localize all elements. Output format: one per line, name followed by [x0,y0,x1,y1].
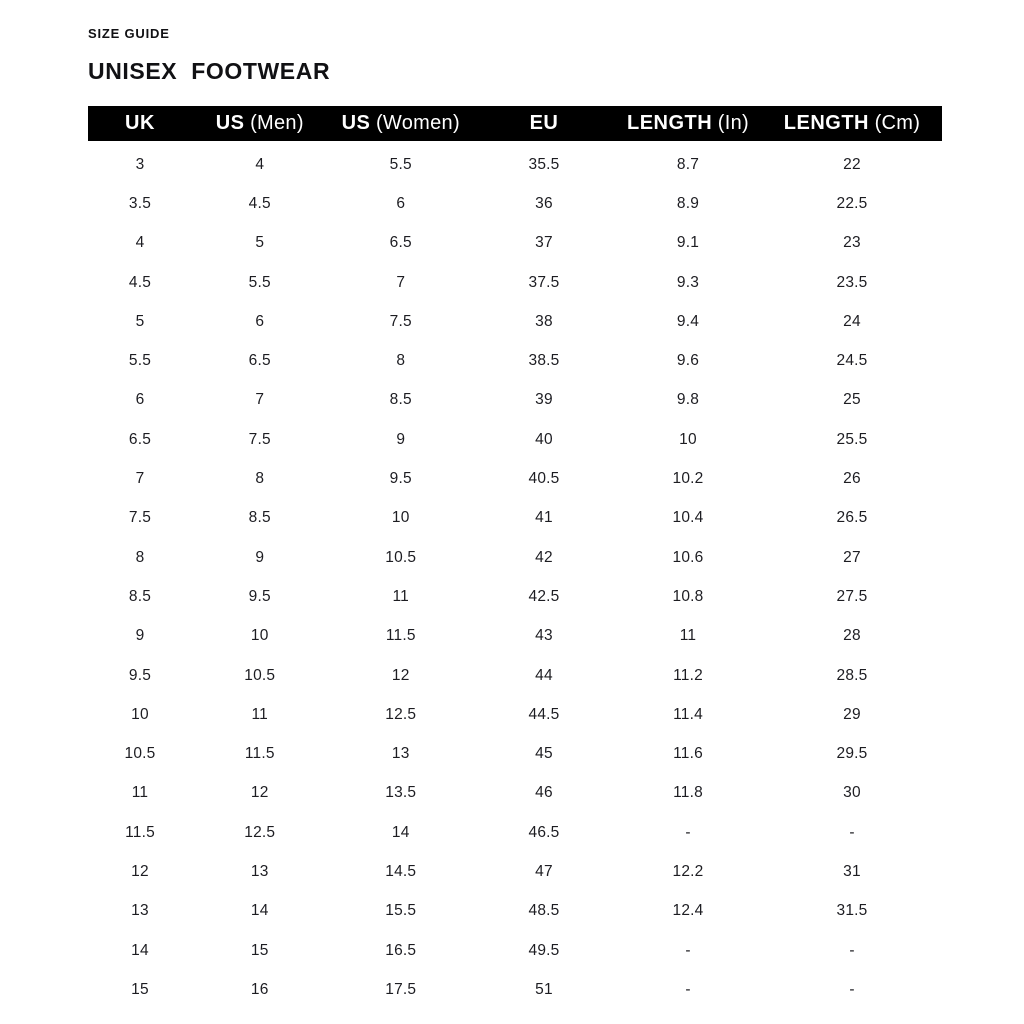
table-row [88,774,942,813]
table-cell: 8.9 [676,194,700,212]
table-cell: 5.5 [389,155,412,173]
table-cell: 9 [255,548,265,566]
table-row [88,341,942,380]
table-row [88,734,942,773]
table-cell: 37.5 [528,273,560,291]
column-header-uk [88,106,192,141]
table-cell: 14 [250,902,269,920]
table-cell: 8.7 [676,155,700,173]
table-cell: 6.5 [248,352,271,370]
table-cell: 11.5 [125,823,155,841]
column-header-label: US [341,112,371,134]
table-cell: 36 [535,194,553,212]
table-cell: 12 [391,666,410,684]
table-cell: 12.2 [672,862,704,880]
table-row [88,224,942,263]
table-cell: 24 [843,312,861,330]
table-cell: 5.5 [248,273,271,291]
table-cell: 11.2 [673,666,703,684]
table-cell: 25.5 [836,430,868,448]
table-cell: 8 [396,352,406,370]
table-cell: 8.5 [248,509,271,527]
table-header [88,106,942,141]
table-cell: 7.5 [248,430,271,448]
table-cell: 29.5 [836,745,868,763]
table-row [88,381,942,420]
table-cell: 45 [535,745,553,763]
table-cell: 5 [135,312,145,330]
table-cell: 11 [392,587,409,605]
table-cell: 13 [391,745,410,763]
table-cell: 11 [679,627,697,645]
table-row [88,577,942,616]
table-cell: 16 [250,980,269,998]
table-cell: 6.5 [389,234,412,252]
table-cell: 39 [535,391,553,409]
table-cell: 8 [255,470,265,488]
table-cell: 28.5 [836,666,868,684]
column-header-label: EU [529,112,559,134]
table-cell: 11.6 [673,745,703,763]
table-cell: 4.5 [248,194,271,212]
table-cell: 9.5 [389,470,412,488]
table-cell: 49.5 [528,941,560,959]
table-cell: 4 [135,234,145,252]
table-cell: 16.5 [385,941,417,959]
table-cell: 44 [535,666,553,684]
table-cell: 27.5 [836,587,868,605]
table-cell: 29 [843,705,861,723]
column-header-sublabel: (Women) [375,112,460,134]
table-cell: 42.5 [528,587,560,605]
table-cell: 8.5 [128,587,152,605]
table-cell: 3 [135,155,145,173]
table-row [88,892,942,931]
table-cell: - [685,823,691,841]
table-cell: 38 [535,312,553,330]
table-cell: 11 [131,784,149,802]
table-cell: 9 [396,430,406,448]
table-cell: 10 [679,430,697,448]
table-row [88,459,942,498]
table-cell: 42 [535,548,553,566]
table-cell: 28 [843,627,861,645]
table-cell: 37 [535,234,553,252]
table-cell: 12.5 [385,705,417,723]
table-cell: 10.4 [672,509,704,527]
table-cell: 11.8 [673,784,703,802]
table-cell: 27 [843,548,861,566]
column-header-us-women [328,106,475,141]
table-cell: 10.5 [124,745,156,763]
table-cell: 5 [255,234,265,252]
table-cell: 30 [843,784,861,802]
table-row [88,184,942,223]
table-row [88,617,942,656]
table-cell: 9.3 [676,273,700,291]
table-cell: 46.5 [528,823,560,841]
table-row [88,813,942,852]
column-header-eu [474,106,614,141]
table-cell: 26 [843,470,861,488]
table-cell: - [685,941,691,959]
table-cell: 4.5 [128,273,152,291]
table-row [88,970,942,1009]
table-cell: 23 [843,234,861,252]
table-cell: 15 [250,941,269,959]
column-header-us-men [192,106,328,141]
table-row [88,145,942,184]
size-guide-label: SIZE GUIDE [88,26,170,41]
column-header-sublabel: (In) [717,112,749,134]
table-cell: 26.5 [836,509,868,527]
table-cell: 9.6 [676,352,700,370]
table-cell: 35.5 [528,155,560,173]
table-row [88,695,942,734]
column-header-label: LENGTH [626,112,713,134]
table-cell: 10.2 [672,470,704,488]
table-cell: 17.5 [385,980,417,998]
table-cell: 7.5 [389,312,412,330]
table-cell: 24.5 [836,352,868,370]
table-body [88,141,942,1010]
table-cell: 40.5 [528,470,560,488]
size-table [88,106,942,1010]
table-cell: 6 [255,312,265,330]
page-title: UNISEX FOOTWEAR [88,58,331,84]
table-cell: 9.5 [128,666,152,684]
table-cell: 12 [131,862,149,880]
table-cell: 10 [391,509,410,527]
table-cell: - [849,980,855,998]
table-cell: 15.5 [385,902,417,920]
table-cell: 4 [255,155,265,173]
table-cell: 41 [535,509,553,527]
table-cell: 12.5 [244,823,276,841]
table-cell: 6 [135,391,145,409]
column-header-length-in [614,106,762,141]
table-row [88,420,942,459]
table-cell: 9.8 [676,391,700,409]
table-cell: 14.5 [385,862,417,880]
table-row [88,263,942,302]
table-cell: - [849,823,855,841]
table-cell: 38.5 [528,352,560,370]
table-cell: 6 [396,194,406,212]
column-header-sublabel: (Cm) [874,112,921,134]
table-cell: 10 [131,705,149,723]
table-cell: 48.5 [528,902,560,920]
table-cell: 10.8 [672,587,704,605]
table-row [88,656,942,695]
table-cell: 14 [131,941,149,959]
table-cell: 22 [843,155,861,173]
table-row [88,538,942,577]
table-cell: 9 [135,627,145,645]
table-cell: 7.5 [128,509,152,527]
table-cell: 40 [535,430,553,448]
table-cell: 10 [250,627,269,645]
table-row [88,302,942,341]
column-header-label: LENGTH [783,112,869,134]
column-header-length-cm [762,106,942,141]
table-cell: 8 [135,548,145,566]
table-cell: 11 [251,705,268,723]
table-cell: 5.5 [128,352,152,370]
column-header-label: UK [125,112,155,134]
table-row [88,852,942,891]
table-cell: 51 [535,980,553,998]
table-row [88,931,942,970]
table-cell: 12.4 [672,902,704,920]
table-cell: 31.5 [836,902,868,920]
table-cell: 14 [391,823,410,841]
table-cell: 11.4 [673,705,703,723]
table-cell: 9.1 [676,234,700,252]
table-row [88,499,942,538]
table-cell: 15 [131,980,149,998]
column-header-label: US [215,112,245,134]
table-cell: 10.5 [244,666,276,684]
table-cell: 9.5 [248,587,271,605]
table-cell: 12 [250,784,269,802]
table-cell: 23.5 [836,273,868,291]
table-cell: 11.5 [385,627,416,645]
table-cell: 6.5 [128,430,152,448]
table-cell: 47 [535,862,553,880]
table-cell: 46 [535,784,553,802]
table-cell: 7 [135,470,145,488]
table-cell: 44.5 [528,705,560,723]
table-cell: 8.5 [389,391,412,409]
table-cell: 13 [131,902,149,920]
table-cell: 25 [843,391,861,409]
table-cell: 43 [535,627,553,645]
table-cell: 7 [255,391,265,409]
table-cell: 3.5 [128,194,152,212]
column-header-sublabel: (Men) [250,112,304,134]
table-cell: 10.5 [385,548,417,566]
table-cell: - [849,941,855,959]
table-cell: 13 [250,862,269,880]
table-cell: 13.5 [385,784,417,802]
table-cell: 22.5 [836,194,868,212]
table-cell: 11.5 [244,745,275,763]
table-cell: 7 [396,273,406,291]
table-cell: - [685,980,691,998]
table-cell: 31 [843,862,861,880]
table-cell: 9.4 [676,312,700,330]
table-cell: 10.6 [672,548,704,566]
